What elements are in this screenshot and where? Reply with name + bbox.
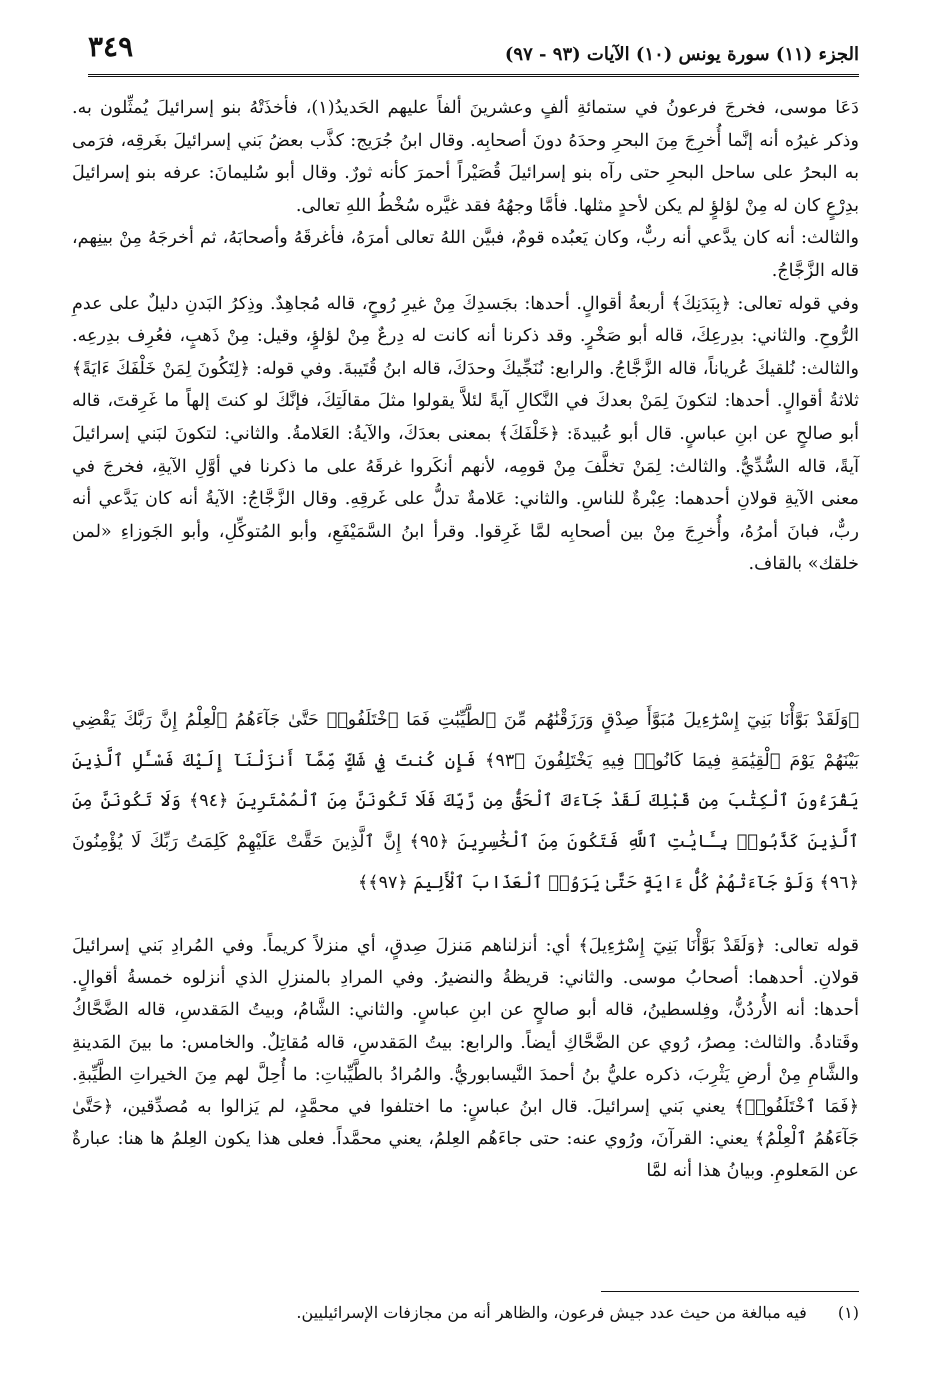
header-rule bbox=[88, 74, 859, 77]
footnote-rule bbox=[601, 1291, 859, 1292]
footnote bbox=[72, 1300, 859, 1326]
commentary-paragraph: والثالث: أنه كان يدَّعي أنه ربٌّ، وكان يَعبُده قومٌ، فبيَّن اللهُ تعالى أمرَهُ، فأغرقَهُ وأصحابَهُ، ثم أخرجَهُ مِنْ بينِهم، قاله الزَّجَّاجُ. bbox=[72, 228, 859, 281]
page-header bbox=[88, 30, 859, 76]
commentary-paragraph: وفي قوله تعالى: ﴿بِبَدَنِكَ﴾ أربعةُ أقوالٍ. أحدها: بجَسدِكَ مِنْ غيرِ رُوحٍ، قاله مُجاهِدٌ. وذِكرُ البَدنِ دليلٌ على عدمِ الرُّوحِ. والثاني: بدِرعِكَ، قاله أبو صَخْرٍ. وقد ذكرنا أنه كانت له دِرعٌ مِنْ لؤلؤٍ، وقيل: مِنْ ذَهبٍ، فعُرِف بدِرعِه. والثالث: نُلقيكَ عُرياناً، قاله الزَّجَّاجُ. والرابع: نُنَجِّيكَ وحدَكَ، قاله ابنُ قُتَيبةَ. وفي قوله: ﴿لِتَكُونَ لِمَنْ خَلْفَكَ ءَايَةً﴾ ثلاثةُ أقوالٍ. أحدها: لتكونَ لِمَنْ بعدكَ في النَّكالِ آيةً لئلاَّ يقولوا مثلَ مقالَتِكَ، فإنَّكَ لو كنتَ إلهاً ما غَرِقتَ، قاله أبو صالحٍ عن ابنِ عباسٍ. قال أبو عُبيدةَ: ﴿خَلْفَكَ﴾ بمعنى بعدَكَ، والآيةُ: العَلامةُ. والثاني: لتكونَ لبَني إسرائيلَ آيةً، قاله السُّدِّيُّ. والثالث: لِمَنْ تخلَّفَ مِنْ قومِه، لأنهم أنكَروا غرقَهُ على ما ذكرنا في أوَّلِ الآيةِ، فخرجَ في معنى الآيةِ قولانِ أحدهما: عِبْرةٌ للناسِ. والثاني: عَلامةٌ تدلُّ على غَرقِهِ. وقال الزَّجَّاجُ: الآيةُ أنه كان يَدَّعي أنه ربٌّ، فبانَ أمرُهُ، وأُخرِجَ مِنْ بين أصحابِه لمَّا غَرِقوا. وقرأ ابنُ السَّمَيْفَعِ، وأبو المُتوكِّلِ، وأبو الجَوزاءِ «لمن خلقك» بالقاف. bbox=[72, 293, 859, 575]
footnote-number: (١) bbox=[837, 1303, 859, 1322]
commentary-block-1 bbox=[72, 92, 859, 581]
running-title: الجزء (١١) سورة يونس (١٠) الآيات (٩٣ - ٩٧) bbox=[504, 44, 859, 65]
page-number: ٣٤٩ bbox=[88, 30, 134, 63]
footnote-text: فيه مبالغة من حيث عدد جيش فرعون، والظاهر أنه من مجازفات الإسرائيليين. bbox=[296, 1303, 807, 1322]
commentary-block-2: قوله تعالى: ﴿وَلَقَدْ بَوَّأْنَا بَنِيٓ إِسْرَٰٓءِيلَ﴾ أي: أنزلناهم مَنزلَ صِدقٍ، أي منزلاً كريماً. وفي المُرادِ بَني إسرائيلَ قولانِ. أحدهما: أصحابُ موسى. والثاني: قريظةُ والنضيرُ. وفي المرادِ بالمنزلِ الذي أنزلوه خمسةُ أقوالٍ. أحدها: أنه الأُردُنُّ، وفِلسطينُ، قاله أبو صالحٍ عن ابنِ عباسٍ. والثاني: الشَّامُ، وبيتُ المَقدسِ، قاله الضَّحَّاكُ وقَتادةُ. والثالث: مِصرُ، رُوي عن الضَّحَّاكِ أيضاً. والرابع: بيتُ المَقدسِ، قاله مُقاتِلٌ. والخامس: ما بينَ المَدينةِ والشَّامِ مِنْ أرضِ يَثْرِبَ، ذكره عليُّ بنُ أحمدَ النَّيسابوريُّ. والمُرادُ بالطَّيِّباتِ: ما أُحِلَّ لهم مِنَ الخيراتِ الطَّيِّبةِ. ﴿فَمَا ٱخْتَلَفُوا۟﴾ يعني بَني إسرائيلَ. قال ابنُ عباسٍ: ما اختلفوا في محمَّدٍ، لم يَزالوا به مُصدِّقين، ﴿حَتَّىٰ جَآءَهُمُ ٱلْعِلْمُ﴾ يعني: القرآنَ، ورُوي عنه: حتى جاءَهُم العِلمُ، يعني محمَّداً. فعلى هذا يكون العِلمُ ها هنا: عبارةٌ عن المَعلومِ. وبيانُ هذا أنه لمَّا bbox=[72, 936, 859, 1182]
commentary-paragraph: دَعَا موسى، فخرجَ فرعونُ في ستمائةِ ألفٍ وعشرينَ ألفاً عليهم الحَديدُ(١)، فأخذَتْهُ بنو إسرائيلَ يُمثِّلون به. وذكر غيرُه أنه إنَّما أُخرِجَ مِنَ البحرِ وحدَهُ دونَ أصحابِه. وقال ابنُ جُرَيج: كذَّب بعضُ بَني إسرائيلَ بغَرقِه، فرَمى به البحرُ على ساحل البحرِ حتى رآه بنو إسرائيلَ قُصَيْراً أحمرَ كأنه ثورٌ. وقال أبو سُليمانَ: عرفه بنو إسرائيلَ بدِرْعٍ كان له مِنْ لؤلؤٍ لم يكن لأحدٍ مثلها. فأمَّا وجهُهُ فقد غيَّره سُخْطُ اللهِ تعالى. bbox=[72, 98, 859, 216]
quran-verses-block: ﴿وَلَقَدْ بَوَّأْنَا بَنِيٓ إِسْرَٰٓءِيلَ مُبَوَّأَ صِدْقٍ وَرَزَقْنَٰهُم مِّنَ ٱلطَّيِّبَٰتِ فَمَا ٱخْتَلَفُوا۟ حَتَّىٰ جَآءَهُمُ ٱلْعِلْمُ إِنَّ رَبَّكَ يَقْضِي بَيْنَهُمْ يَوْمَ ٱلْقِيَٰمَةِ فِيمَا كَانُوا۟ فِيهِ يَخْتَلِفُونَ ﴿٩٣﴾ فَإِن كُنتَ فِي شَكٍّ مِّمَّآ أَنزَلْنَآ إِلَيْكَ فَسْـَٔلِ ٱلَّذِينَ يَقْرَءُونَ ٱلْكِتَٰبَ مِن قَبْلِكَ لَقَدْ جَآءَكَ ٱلْحَقُّ مِن رَّبِّكَ فَلَا تَكُونَنَّ مِنَ ٱلْمُمْتَرِينَ ﴿٩٤﴾ وَلَا تَكُونَنَّ مِنَ ٱلَّذِينَ كَذَّبُوا۟ بِـَٔايَٰتِ ٱللَّهِ فَتَكُونَ مِنَ ٱلْخَٰسِرِينَ ﴿٩٥﴾ إِنَّ ٱلَّذِينَ حَقَّتْ عَلَيْهِمْ كَلِمَتُ رَبِّكَ لَا يُؤْمِنُونَ ﴿٩٦﴾ وَلَوْ جَآءَتْهُمْ كُلُّ ءَايَةٍ حَتَّىٰ يَرَوُا۟ ٱلْعَذَابَ ٱلْأَلِيمَ ﴿٩٧﴾﴾ bbox=[72, 710, 860, 893]
